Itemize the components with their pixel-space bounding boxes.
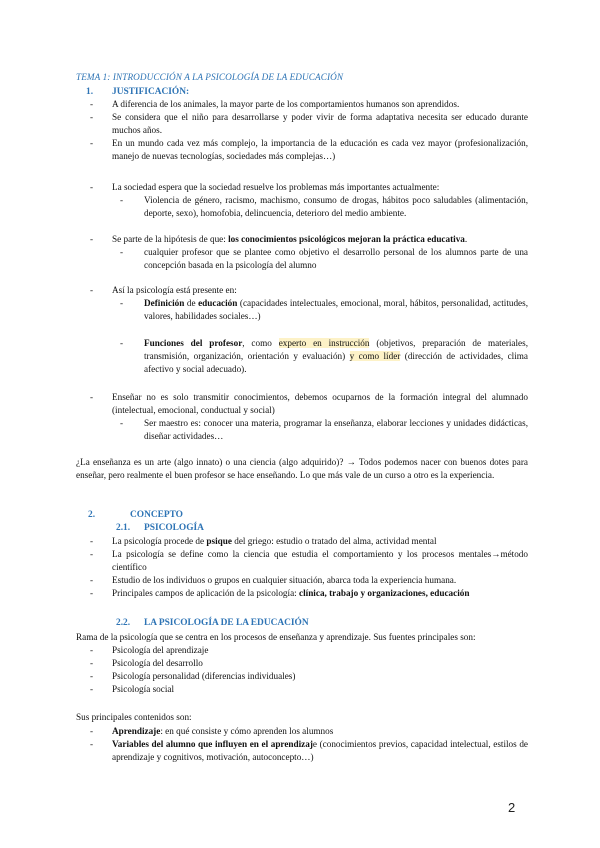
text-run: (dirección de actividades, clima afectivo y social adecuado). <box>144 351 528 375</box>
justificacion-list-5 <box>88 391 528 443</box>
justificacion-list-1 <box>88 98 528 163</box>
subsection-title: PSICOLOGÍA <box>144 523 204 533</box>
bold-text: clínica, trabajo y organizaciones, educación <box>299 588 470 599</box>
justificacion-list-2 <box>88 181 528 220</box>
list-item: - Se considera que el niño para desarrollarse y poder vivir de forma adaptativa necesita ser educado durante muchos años. <box>88 111 528 137</box>
bold-text: psique <box>206 536 232 546</box>
bold-text: Funciones del profesor <box>144 338 243 349</box>
text-run: de <box>184 298 199 309</box>
text-run: Se parte de la hipótesis de que: <box>112 234 229 244</box>
page-number: 2 <box>508 800 516 815</box>
text-run: : en qué consiste y cómo aprenden los alumnos <box>160 726 334 736</box>
highlighted-text: experto en instrucción <box>278 338 370 349</box>
list-item: - La psicología se define como la ciencia que estudia el comportamiento y los procesos mentales→método científico <box>88 548 528 574</box>
justificacion-list-3 <box>88 233 528 272</box>
list-item <box>88 535 528 548</box>
document-title: TEMA 1: INTRODUCCIÓN A LA PSICOLOGÍA DE LA EDUCACIÓN <box>76 72 344 82</box>
bold-text: los conocimientos psicológicos mejoran la práctica educativa <box>228 234 465 244</box>
list-item: - La sociedad espera que la sociedad resuelve los problemas más importantes actualmente: <box>88 181 528 194</box>
subsection-heading-psicologia <box>116 522 204 535</box>
highlighted-text: y como líder <box>349 351 401 362</box>
bold-text: Definición <box>144 298 185 309</box>
text-run: La psicología procede de <box>112 536 207 546</box>
psicologia-list <box>88 535 528 600</box>
list-item: - Psicología social <box>88 683 528 696</box>
subsection-title: LA PSICOLOGÍA DE LA EDUCACIÓN <box>144 618 309 628</box>
sub-list-item <box>116 297 528 323</box>
fuentes-list <box>88 644 528 696</box>
section-number: 1. <box>86 87 94 97</box>
text-run: Principales campos de aplicación de la psicología: <box>112 588 300 599</box>
section-title: CONCEPTO <box>130 510 183 520</box>
psicologia-educacion-intro: Rama de la psicología que se centra en los procesos de enseñanza y aprendizaje. Sus fuentes principales son: <box>76 632 476 642</box>
bold-text: Variables del alumno que influyen en el aprendizaj <box>112 739 313 750</box>
text-run: del griego: estudio o tratado del alma, actividad mental <box>231 536 437 546</box>
contenidos-list <box>88 725 528 764</box>
section-title: JUSTIFICACIÓN: <box>112 87 190 97</box>
arte-o-ciencia-paragraph: ¿La enseñanza es un arte (algo innato) o una ciencia (algo adquirido)? → Todos podemos nacer con buenos dotes para enseñar, pero realmente el buen profesor se hace enseñando. Lo que más vale de un curso a otro es la experiencia. <box>76 457 528 481</box>
section-heading-concepto <box>88 509 183 522</box>
text-run: (capacidades intelectuales, emocional, moral, hábitos, personalidad, actitudes, valores, habilidades sociales…) <box>144 298 529 322</box>
list-item <box>88 587 528 600</box>
text-run: e (conocimientos previos, capacidad intelectual, estilos de aprendizaje y cognitivos, motivación, autoconcepto…) <box>112 739 528 763</box>
sub-list-item <box>116 337 528 376</box>
sub-list-item: - cualquier profesor que se plantee como objetivo el desarrollo personal de los alumnos parte de una concepción basada en la psicología del alumno <box>116 246 528 272</box>
list-item: - A diferencia de los animales, la mayor parte de los comportamientos humanos son aprendidos. <box>88 98 528 111</box>
text-run: (objetivos, preparación de materiales, transmisión, organización, orientación y evaluación) <box>144 338 529 362</box>
list-item: - Psicología personalidad (diferencias individuales) <box>88 670 528 683</box>
sub-list-item: - Ser maestro es: conocer una materia, programar la enseñanza, elaborar lecciones y unidades didácticas, diseñar actividades… <box>116 417 528 443</box>
bold-text: Aprendizaje <box>112 726 161 736</box>
list-item <box>88 233 528 246</box>
list-item: - Estudio de los individuos o grupos en cualquier situación, abarca toda la experiencia humana. <box>88 574 528 587</box>
list-item: - Así la psicología está presente en: <box>88 284 528 297</box>
subsection-number: 2.1. <box>116 523 131 533</box>
contenidos-intro: Sus principales contenidos son: <box>76 712 192 722</box>
text-run: , como <box>242 338 279 349</box>
text-run: . <box>464 234 468 244</box>
subsection-number: 2.2. <box>116 618 131 628</box>
list-item <box>88 725 528 738</box>
list-item: - Psicología del aprendizaje <box>88 644 528 657</box>
bold-text: educación <box>198 298 238 309</box>
list-item: - Enseñar no es solo transmitir conocimientos, debemos ocuparnos de la formación integral del alumnado (intelectual, emocional, conductual y social) <box>88 391 528 417</box>
subsection-heading-psicologia-educacion <box>116 617 309 630</box>
section-number: 2. <box>88 510 96 520</box>
list-item: - En un mundo cada vez más complejo, la importancia de la educación es cada vez mayor (profesionalización, manejo de nuevas tecnologías, sociedades más complejas…) <box>88 137 528 163</box>
list-item <box>88 738 528 764</box>
list-item: - Psicología del desarrollo <box>88 657 528 670</box>
justificacion-list-4 <box>88 284 528 376</box>
sub-list-item: - Violencia de género, racismo, machismo, consumo de drogas, hábitos poco saludables (alimentación, deporte, sexo), homofobia, delincuencia, deterioro del medio ambiente. <box>116 194 528 220</box>
